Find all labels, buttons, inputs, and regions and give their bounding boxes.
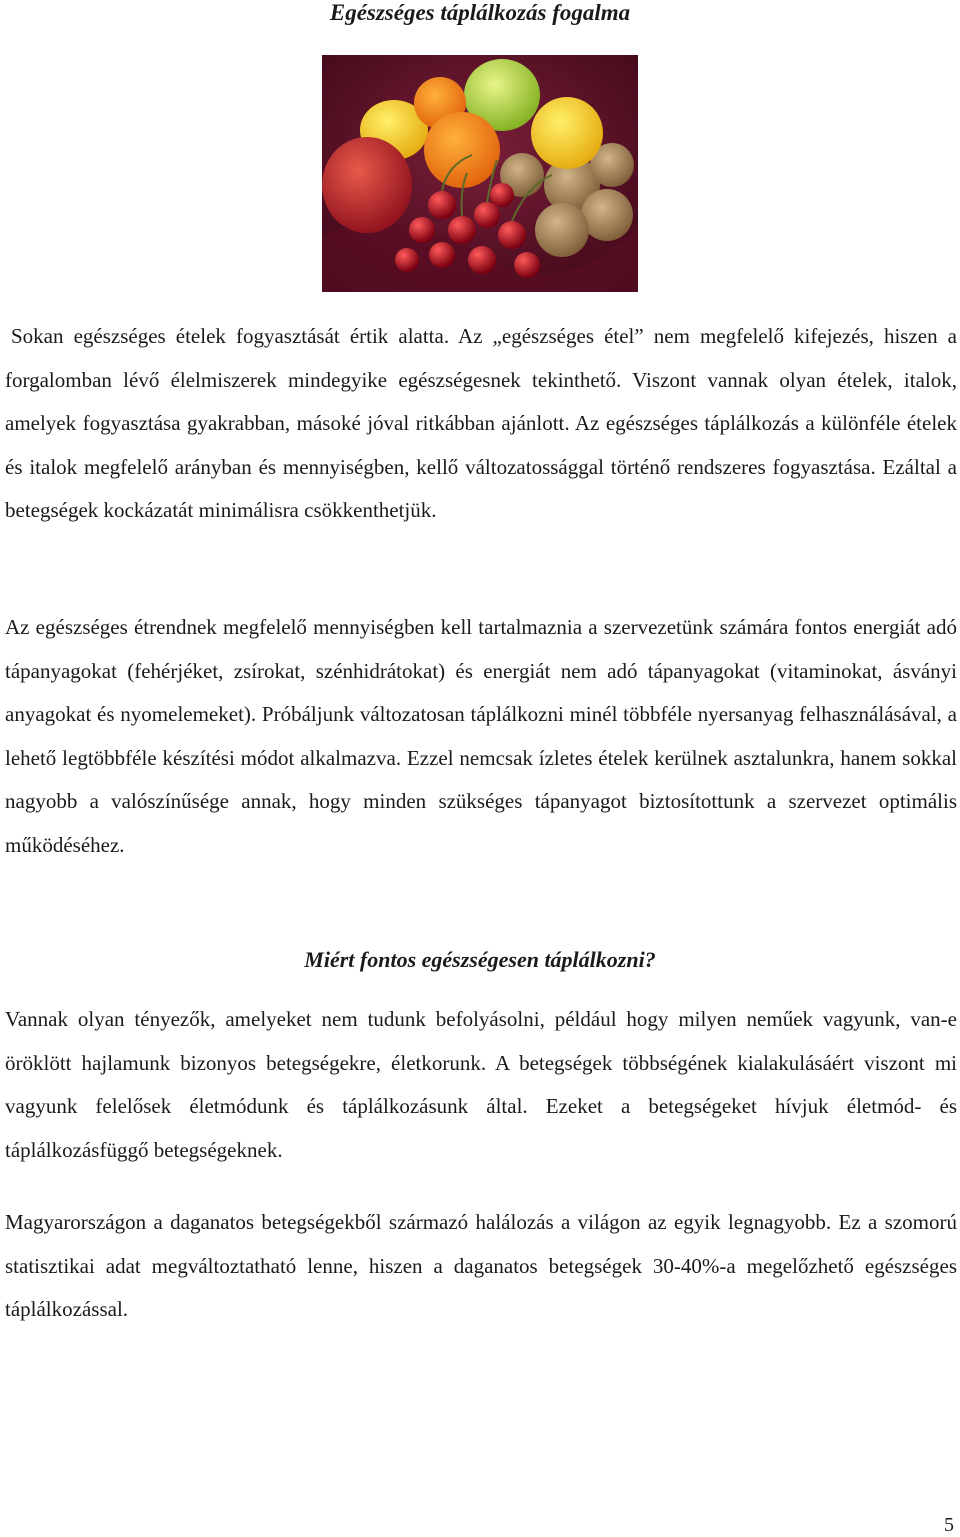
page-number: 5 bbox=[944, 1514, 954, 1536]
paragraph-intro: Sokan egészséges ételek fogyasztását értik alatta. Az „egészséges étel” nem megfelelő kifejezés, hiszen a forgalomban lévő élelmiszerek mindegyike egészségesnek tekinthető. Viszont vannak olyan ételek, italok, amelyek fogyasztása gyakrabban, másoké jóval ritkábban ajánlott. Az egészséges táplálkozás a különféle ételek és italok megfelelő arányban és mennyiségben, kellő változatossággal történő rendszeres fogyasztása. Ezáltal a betegségek kockázatát minimálisra csökkenthetjük. bbox=[5, 324, 957, 522]
fruit-photo bbox=[322, 55, 638, 292]
paragraph-diet: Az egészséges étrendnek megfelelő mennyiségben kell tartalmaznia a szervezetünk számára fontos energiát adó tápanyagokat (fehérjéket, zsírokat, szénhidrátokat) és energiát nem adó tápanyagokat (vitaminokat, ásványi anyagokat és nyomelemeket). Próbáljunk változatosan táplálkozni minél többféle nyersanyag felhasználásával, a lehető legtöbbféle készítési módot alkalmazva. Ezzel nemcsak ízletes ételek kerülnek asztalunkra, hanem sokkal nagyobb a valószínűsége annak, hogy minden szükséges tápanyagot biztosítottunk a szervezet optimális működéséhez. bbox=[5, 615, 957, 857]
paragraph-factors: Vannak olyan tényezők, amelyeket nem tudunk befolyásolni, például hogy milyen neműek vagyunk, van-e öröklött hajlamunk bizonyos betegségekre, életkorunk. A betegségek többségének kialakulásáért viszont mi vagyunk felelősek életmódunk és táplálkozásunk által. Ezeket a betegségeket hívjuk életmód- és táplálkozásfüggő betegségeknek. bbox=[5, 1007, 957, 1162]
paragraph-statistics: Magyarországon a daganatos betegségekből származó halálozás a világon az egyik legnagyobb. Ez a szomorú statisztikai adat megváltoztatható lenne, hiszen a daganatos betegségek 30-40%-a megelőzhető egészséges táplálkozással. bbox=[5, 1210, 957, 1321]
fruit-bowl-image bbox=[322, 55, 638, 292]
section-subtitle: Miért fontos egészségesen táplálkozni? bbox=[304, 947, 656, 972]
page-title: Egészséges táplálkozás fogalma bbox=[329, 0, 631, 25]
